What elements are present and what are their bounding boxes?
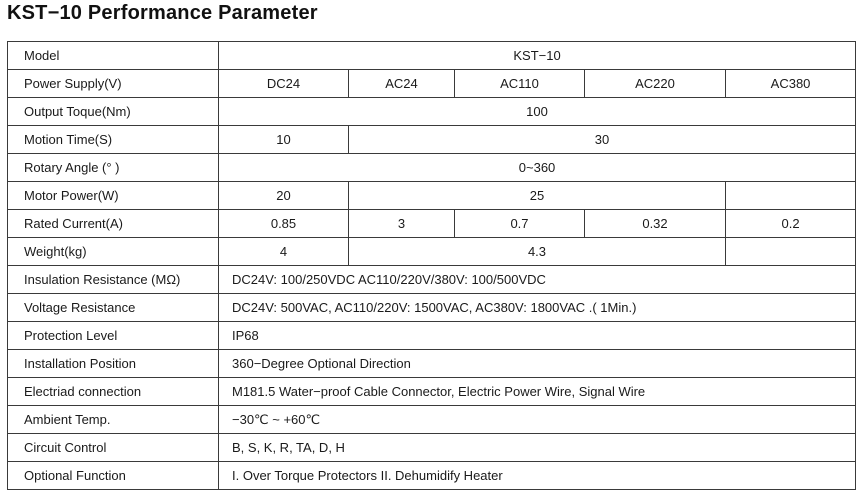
- row-label: Rotary Angle (° ): [8, 154, 219, 182]
- table-cell: B, S, K, R, TA, D, H: [219, 434, 856, 462]
- table-row: [8, 154, 856, 182]
- row-label: Circuit Control: [8, 434, 219, 462]
- row-label: Rated Current(A): [8, 210, 219, 238]
- row-label: Voltage Resistance: [8, 294, 219, 322]
- table-cell: 4: [219, 238, 349, 266]
- table-cell: [726, 238, 856, 266]
- table-cell: AC110: [455, 70, 585, 98]
- table-cell: AC380: [726, 70, 856, 98]
- table-cell: AC220: [585, 70, 726, 98]
- table-row: [8, 126, 856, 154]
- table-cell: 25: [349, 182, 726, 210]
- table-cell: 4.3: [349, 238, 726, 266]
- row-label: Motor Power(W): [8, 182, 219, 210]
- row-label: Motion Time(S): [8, 126, 219, 154]
- table-row: [8, 350, 856, 378]
- table-cell: 0~360: [219, 154, 856, 182]
- table-row: [8, 462, 856, 490]
- row-label: Insulation Resistance (MΩ): [8, 266, 219, 294]
- table-row: [8, 210, 856, 238]
- row-label: Protection Level: [8, 322, 219, 350]
- table-cell: 0.2: [726, 210, 856, 238]
- table-cell: DC24: [219, 70, 349, 98]
- table-row: [8, 378, 856, 406]
- table-row: [8, 98, 856, 126]
- table-cell: 0.32: [585, 210, 726, 238]
- table-row: [8, 322, 856, 350]
- row-label: Output Toque(Nm): [8, 98, 219, 126]
- table-cell: 0.85: [219, 210, 349, 238]
- table-cell: I. Over Torque Protectors II. Dehumidify Heater: [219, 462, 856, 490]
- table-row: [8, 266, 856, 294]
- row-label: Electriad connection: [8, 378, 219, 406]
- parameter-table: [7, 41, 856, 490]
- table-cell: M181.5 Water−proof Cable Connector, Electric Power Wire, Signal Wire: [219, 378, 856, 406]
- table-row: [8, 70, 856, 98]
- table-cell: KST−10: [219, 42, 856, 70]
- table-row: [8, 406, 856, 434]
- row-label: Model: [8, 42, 219, 70]
- table-cell: 360−Degree Optional Direction: [219, 350, 856, 378]
- row-label: Installation Position: [8, 350, 219, 378]
- table-row: [8, 238, 856, 266]
- table-cell: DC24V: 500VAC, AC110/220V: 1500VAC, AC380V: 1800VAC .( 1Min.): [219, 294, 856, 322]
- table-cell: 10: [219, 126, 349, 154]
- row-label: Weight(kg): [8, 238, 219, 266]
- row-label: Power Supply(V): [8, 70, 219, 98]
- row-label: Ambient Temp.: [8, 406, 219, 434]
- table-cell: 100: [219, 98, 856, 126]
- table-cell: [726, 182, 856, 210]
- table-row: [8, 434, 856, 462]
- table-row: [8, 42, 856, 70]
- table-cell: −30℃ ~ +60℃: [219, 406, 856, 434]
- page-title: KST−10 Performance Parameter: [7, 2, 318, 24]
- table-row: [8, 182, 856, 210]
- table-cell: 3: [349, 210, 455, 238]
- table-cell: DC24V: 100/250VDC AC110/220V/380V: 100/500VDC: [219, 266, 856, 294]
- table-cell: AC24: [349, 70, 455, 98]
- table-cell: 0.7: [455, 210, 585, 238]
- table-cell: IP68: [219, 322, 856, 350]
- table-cell: 20: [219, 182, 349, 210]
- row-label: Optional Function: [8, 462, 219, 490]
- table-row: [8, 294, 856, 322]
- table-cell: 30: [349, 126, 856, 154]
